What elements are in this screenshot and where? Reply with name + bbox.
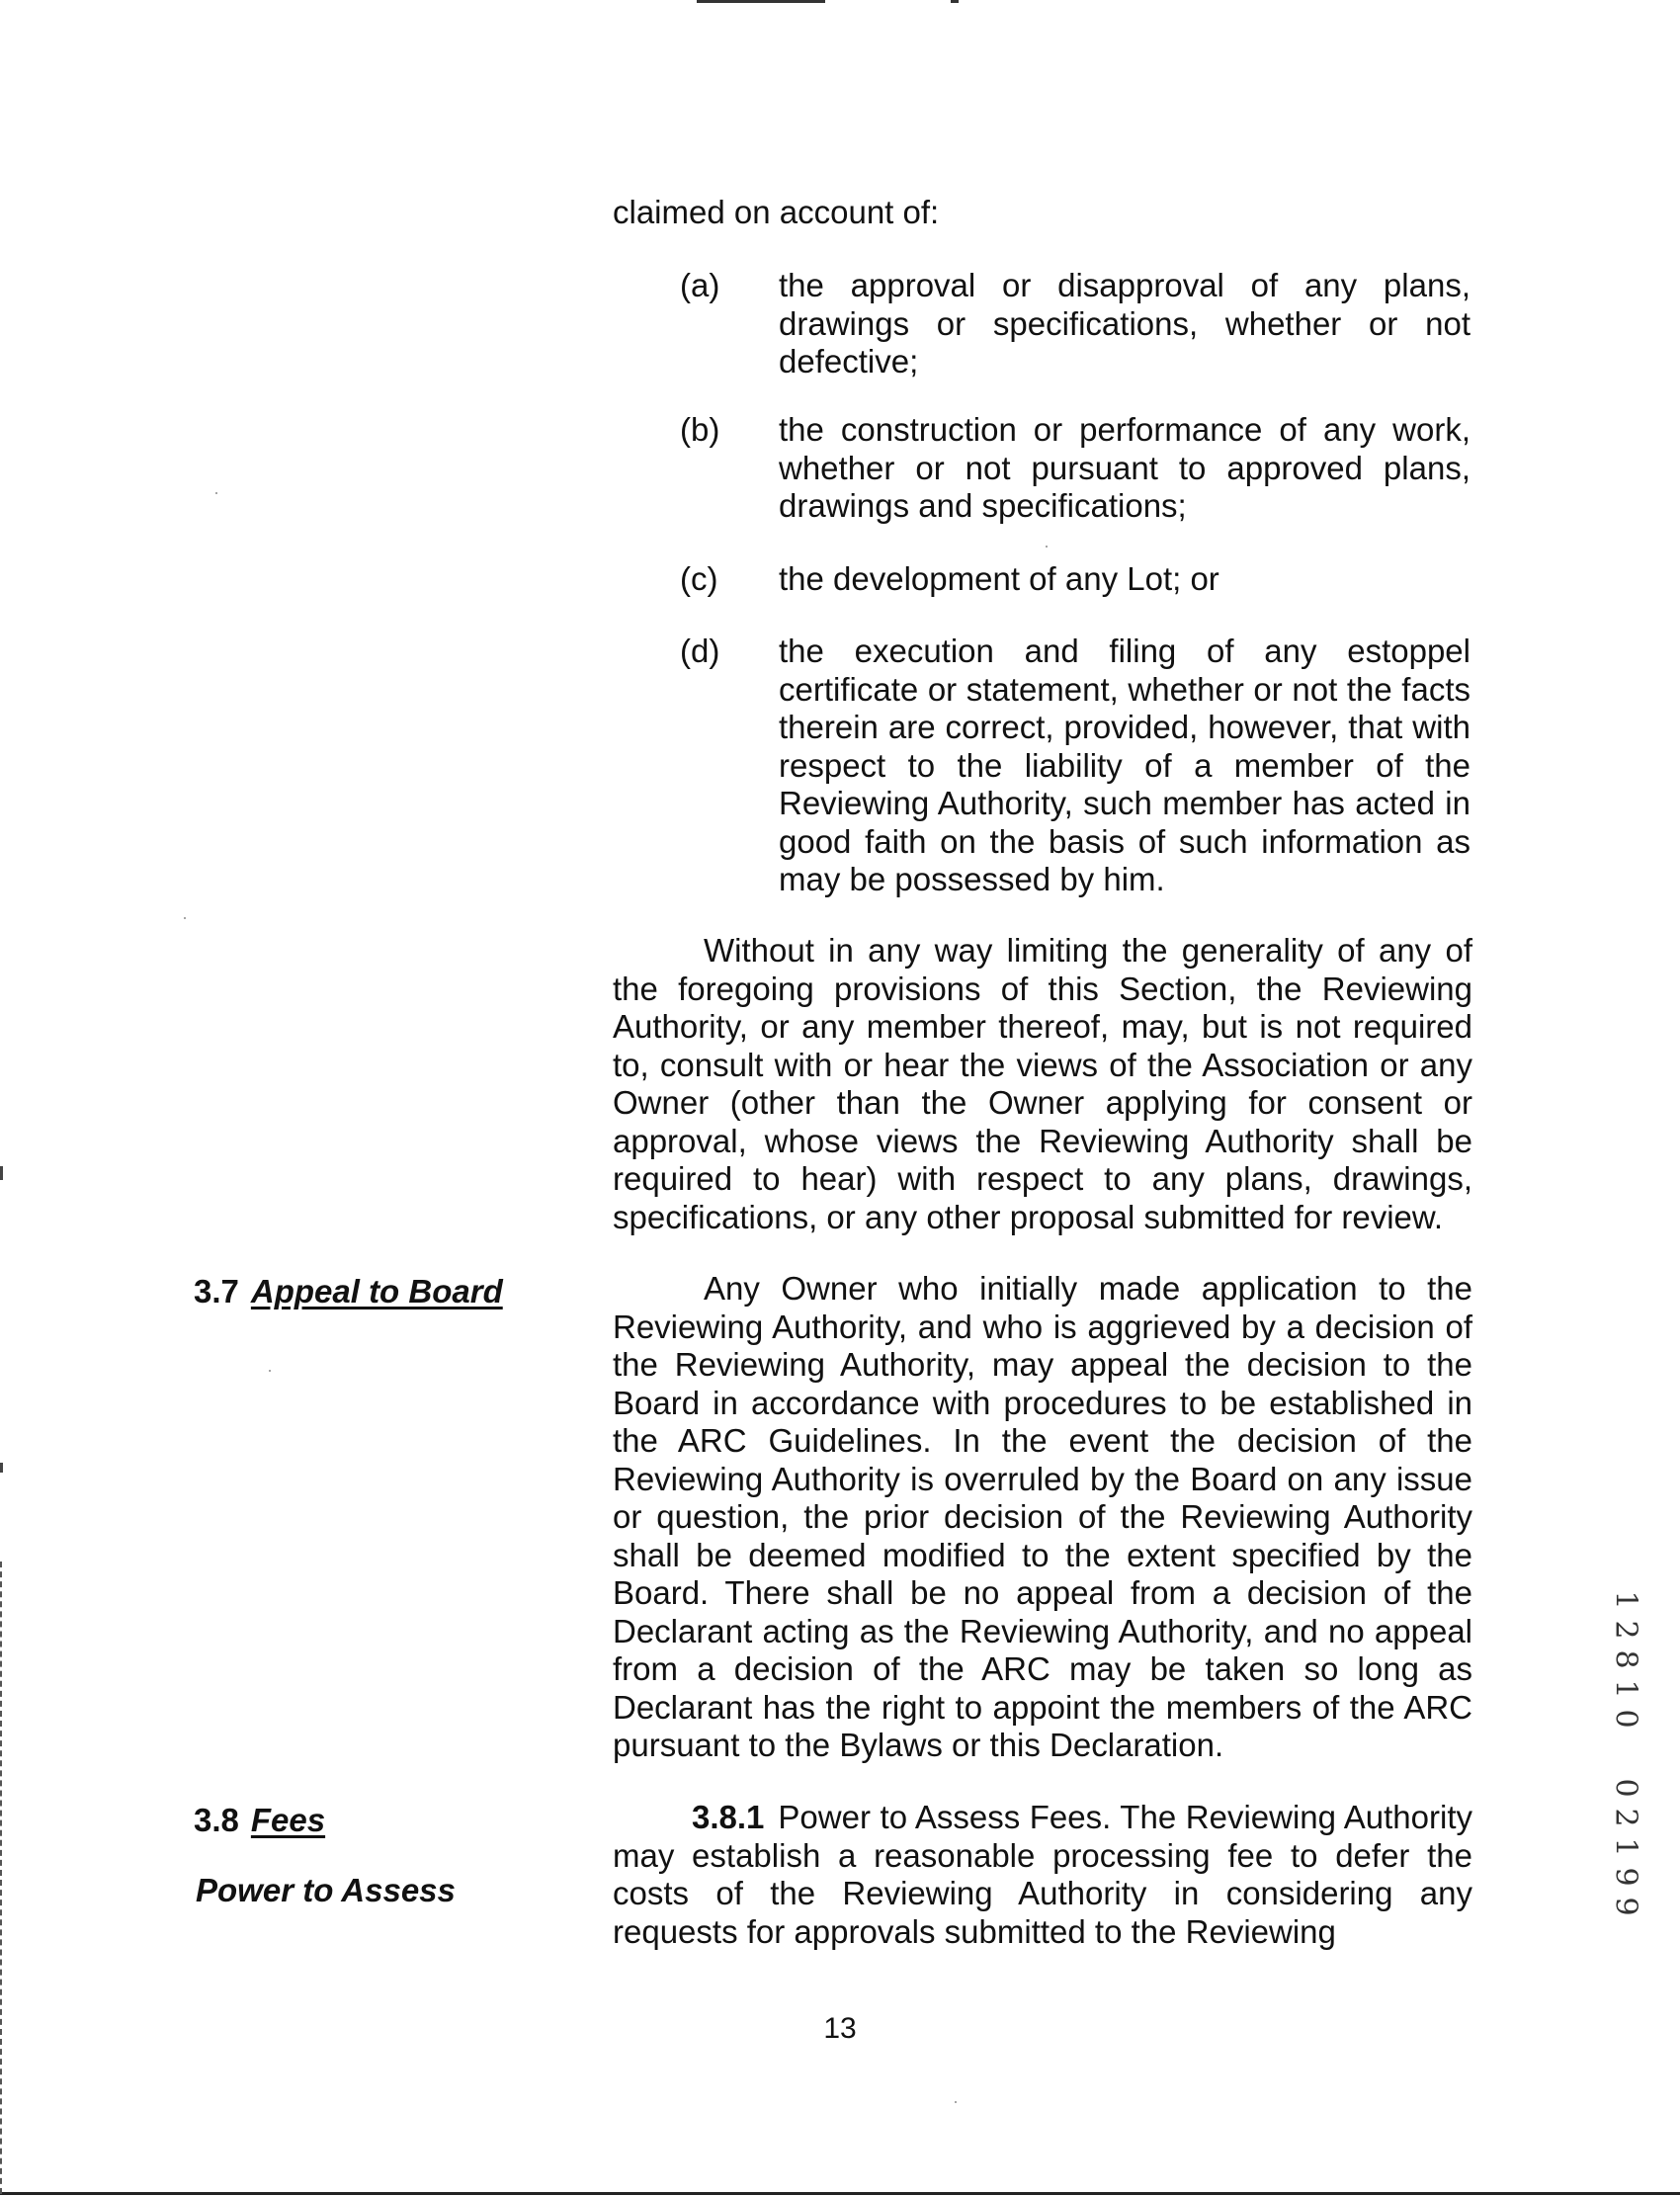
document-stamp — [1609, 1585, 1642, 1921]
list-item-text: the development of any Lot; or — [779, 560, 1219, 597]
section-heading-3-8 — [194, 1802, 325, 1840]
section-3-8-text — [613, 1799, 1472, 1951]
subsection-number: 3.8.1 — [692, 1799, 765, 1835]
list-item-label: (c) — [680, 560, 718, 597]
section-subheading: Power to Assess — [196, 1872, 456, 1908]
stamp-digit: 1 — [1609, 1837, 1643, 1857]
section-number: 3.7 — [194, 1273, 239, 1309]
list-item-label: (d) — [680, 633, 720, 669]
scan-left-tick — [0, 1463, 3, 1473]
scan-bottom-rule — [0, 2192, 1680, 2195]
page-number: 13 — [823, 2012, 857, 2045]
stamp-digit: 2 — [1609, 1808, 1643, 1827]
scan-left-edge — [0, 1562, 5, 2194]
intro-line: claimed on account of: — [613, 194, 940, 230]
scan-speck — [269, 1370, 271, 1372]
list-item-text: the approval or disapproval of any plans, drawings or specifications, whether or not defective; — [779, 267, 1470, 380]
stamp-digit: 8 — [1609, 1649, 1643, 1669]
section-3-7-text: Any Owner who initially made application to the Reviewing Authority, and who is aggrieved by a decision of the Reviewing Authority, may appeal the decision to the Board in accordance with procedures to be established in the ARC Guidelines. In the event the decision of the Reviewing Authority is overruled by the Board on any issue or question, the prior decision of the Reviewing Authority shall be deemed modified to the extent specified by the Board. There shall be no appeal from a decision of the Declarant acting as the Reviewing Authority, and no appeal from a decision of the ARC may be taken so long as Declarant has the right to appoint the members of the ARC pursuant to the Bylaws or this Declaration. — [613, 1270, 1472, 1763]
section-heading-3-7 — [194, 1273, 503, 1311]
scan-speck — [215, 492, 217, 494]
scan-mark-top — [697, 0, 825, 3]
list-item-label: (a) — [680, 267, 720, 303]
list-item-label: (b) — [680, 411, 720, 448]
stamp-digit: 0 — [1609, 1709, 1643, 1729]
stamp-digit: 0 — [1609, 1778, 1643, 1798]
section-number: 3.8 — [194, 1802, 239, 1838]
scan-mark-top-dot — [951, 0, 959, 3]
scan-speck — [955, 2101, 957, 2103]
stamp-digit: 1 — [1609, 1679, 1643, 1699]
scan-speck — [1046, 546, 1048, 548]
stamp-digit: 2 — [1609, 1620, 1643, 1640]
paragraph-general: Without in any way limiting the generality of any of the foregoing provisions of this Section, the Reviewing Authority, or any member thereof, may, but is not required to, consult with or hear the views of the Association or any Owner (other than the Owner applying for consent or approval, whose views the Reviewing Authority shall be required to hear) with respect to any plans, drawings, specifications, or any other proposal submitted for review. — [613, 932, 1472, 1235]
stamp-digit: 9 — [1609, 1897, 1643, 1916]
scan-speck — [184, 917, 186, 919]
subsection-text: Power to Assess Fees. The Reviewing Authority may establish a reasonable processing fee to defer the costs of the Reviewing Authority in considering any requests for approvals submitted to the Reviewing — [613, 1799, 1472, 1950]
list-item-text: the execution and filing of any estoppel certificate or statement, whether or not the facts therein are correct, provided, however, that with respect to the liability of a member of the Reviewing Authority, such member has acted in good faith on the basis of such information as may be possessed by him. — [779, 633, 1470, 897]
stamp-digit: 9 — [1609, 1867, 1643, 1887]
section-title: Fees — [250, 1802, 326, 1838]
stamp-digit: 1 — [1609, 1590, 1643, 1610]
scan-left-tick — [0, 1166, 3, 1180]
list-item-text: the construction or performance of any work, whether or not pursuant to approved plans, drawings and specifications; — [779, 411, 1470, 524]
section-title: Appeal to Board — [250, 1273, 503, 1309]
